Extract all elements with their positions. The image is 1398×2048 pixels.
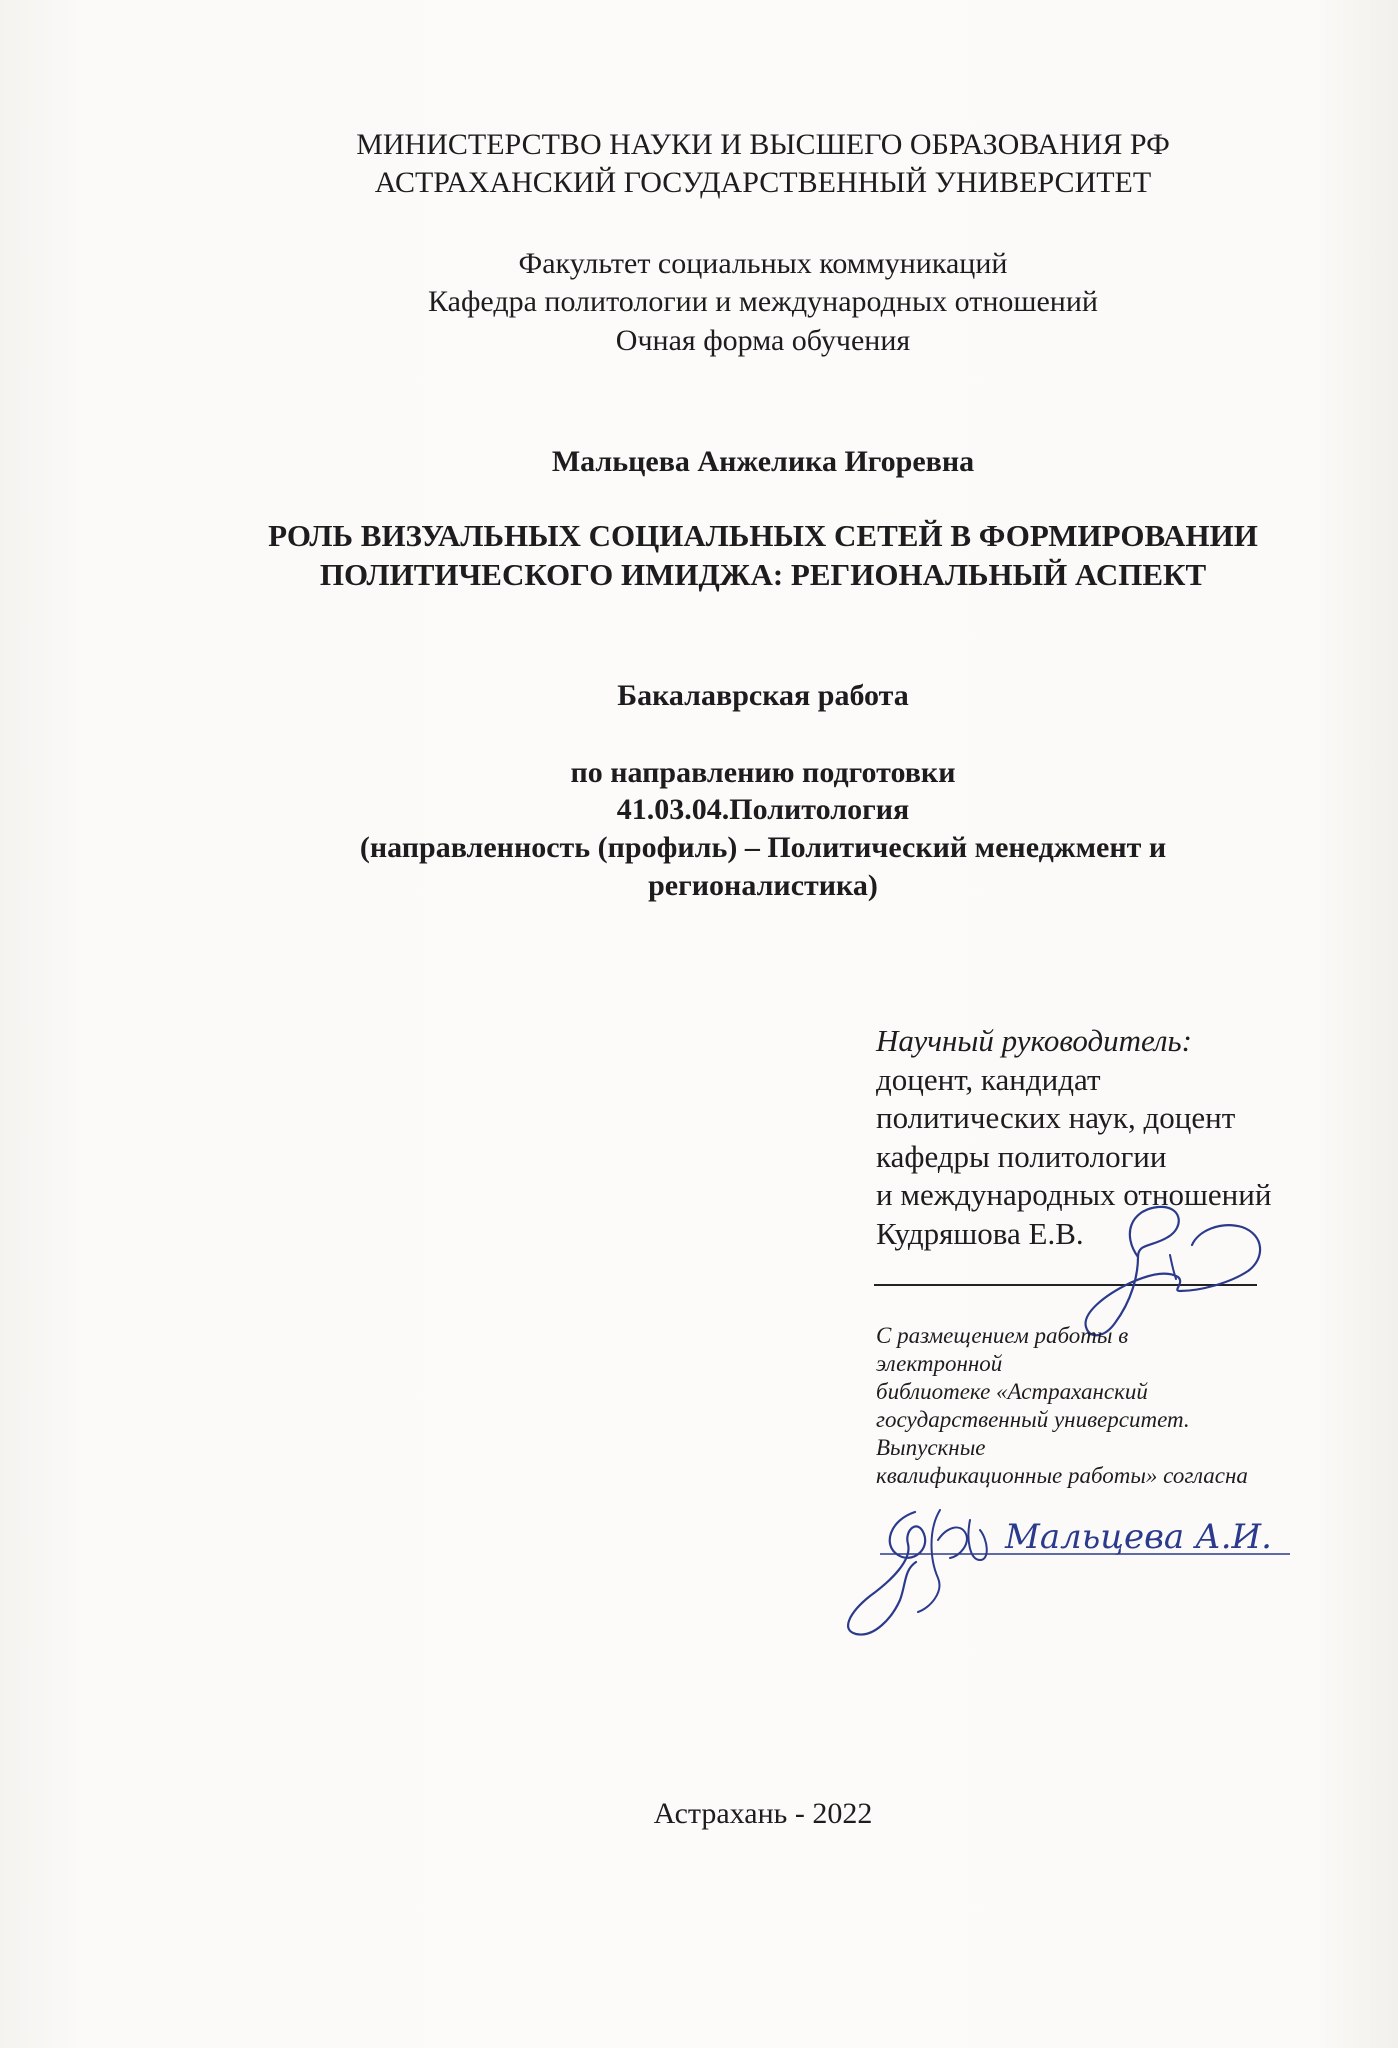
supervisor-name: Кудряшова Е.В. [876,1216,1084,1251]
faculty-line: Факультет социальных коммуникаций [518,247,1008,280]
supervisor-line-2: политических наук, доцент [876,1100,1236,1135]
direction-line: по направлению подготовки [570,756,956,789]
city-year: Астрахань - 2022 [653,1797,873,1830]
consent-line-3: библиотеке «Астраханский [876,1379,1148,1404]
consent-line-5: Выпускные [876,1435,986,1460]
student-signature [820,1500,1300,1640]
work-type: Бакалаврская работа [617,679,909,712]
supervisor-label: Научный руководитель: [876,1023,1192,1058]
profile-line-1: (направленность (профиль) – Политический менеджмент и [359,831,1167,864]
consent-line-1: С размещением работы в [876,1323,1129,1348]
consent-line-4: государственный университет. [876,1407,1190,1432]
title-line-1: РОЛЬ ВИЗУАЛЬНЫХ СОЦИАЛЬНЫХ СЕТЕЙ В ФОРМИРОВАНИИ [268,518,1258,553]
supervisor-line-1: доцент, кандидат [876,1062,1101,1097]
supervisor-line-3: кафедры политологии [876,1139,1167,1174]
consent-line-2: электронной [876,1351,1003,1376]
supervisor-line-4: и международных отношений [876,1177,1272,1212]
university-line: АСТРАХАНСКИЙ ГОСУДАРСТВЕННЫЙ УНИВЕРСИТЕТ [374,166,1152,199]
consent-line-6: квалификационные работы» согласна [876,1463,1248,1488]
title-line-2: ПОЛИТИЧЕСКОГО ИМИДЖА: РЕГИОНАЛЬНЫЙ АСПЕКТ [319,557,1207,592]
profile-line-2: регионалистика) [648,869,878,902]
study-form-line: Очная форма обучения [615,324,911,357]
author-name: Мальцева Анжелика Игоревна [551,445,975,478]
student-handwritten-name: Мальцева А.И. [1005,1517,1272,1557]
ministry-line: МИНИСТЕРСТВО НАУКИ И ВЫСШЕГО ОБРАЗОВАНИЯ РФ [356,128,1170,161]
direction-code: 41.03.04.Политология [616,793,910,826]
department-line: Кафедра политологии и международных отношений [428,285,1098,318]
